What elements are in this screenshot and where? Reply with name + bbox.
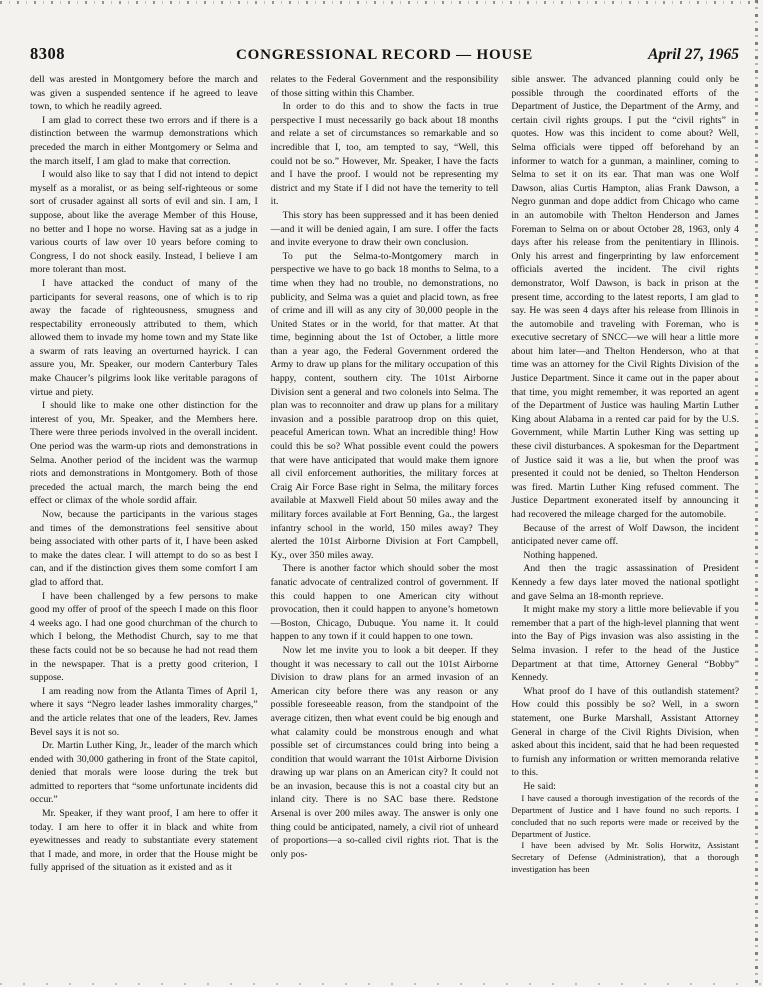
paragraph: I should like to make one other distinction for the interest of you, Mr. Speaker, and the Members here. There were three periods involved in the overall incident. One period was the warm-up riots and demonstrations in Selma. Another period of the incident was the warmup riots and demonstrations in Montgomery. Both of those preceded the actual march, the march being the end effect or climax of the whole sordid affair. bbox=[30, 400, 258, 507]
paragraph: I have attacked the conduct of many of the participants for several reasons, one of which is to rip away the facade of righteousness, smugness and respectability erroneously attributed to them, which allowed them to invade my home town and my State like a swarm of rats leaving an overturned hayrick. I can assure you, Mr. Speaker, our modern Canterbury Tales make Chaucer’s pilgrims look like veritable paragons of virtue and piety. bbox=[30, 277, 258, 398]
paragraph: I would also like to say that I did not intend to depict myself as a moralist, or as being self-righteous or some sort of crusader against all sorts of evil and sin. I am, I suppose, about like the average Member of this House, no better and I hope no worse. Having sat as a judge in various courts of law over 10 years before coming to Congress, I do not shock easily. Instead, I believe I am more tolerant than most. bbox=[30, 169, 258, 276]
paragraph: Now let me invite you to look a bit deeper. If they thought it was necessary to call out the 101st Airborne Division to draw plans for an armed invasion of an American city before there was any reason or any possible foreseeable reason, from the standpoint of the average citizen, then what event could be big enough and what calamity could be monstrous enough and what possible set of circumstances could bring into being a condition that would warrant the 101st Airborne Division drawing up war plans on an American city? It could not be an invasion, because this is not a coastal city but an inland city. There is no SAC base there. Redstone Arsenal is over 200 miles away. The answer is only one thing could be anticipated, namely, a civil riot of unheard of proportions—a so-called civil rights riot. That is the only pos- bbox=[270, 644, 499, 860]
blockquote-paragraph: I have caused a thorough investigation of the records of the Department of Justice and I have found no such reports. I concluded that no such reports were made or received by the Department of Justice. bbox=[511, 793, 740, 839]
paragraph: To put the Selma-to-Montgomery march in perspective we have to go back 18 months to Selma, to a time when they had no trouble, no demonstrations, no publicity, and Selma was a quiet and placid town, as free of crime and ill will as any city of 30,000 people in the United States or in the world, for that matter. At that time, beginning about the 1st of October, a little more than a year ago, the Federal Government ordered the Army to draw up plans for the military occupation of this happy, content, southern city. The 101st Airborne Division sent a general and two colonels into Selma. The plan was to reconnoiter and draw up plans for a military invasion and a possible paratroop drop on this quiet, peaceful American town. What an incredible thing! How could this be so? What possible event could the powers that were have anticipated that would make them ignore all civil enforcement authorities, the military forces at Craig Air Force Base right in Selma, the military forces available at Maxwell Field about 50 miles away and the military forces available at Fort Benning, Ga., the largest infantry school in the world, 150 miles away? They alerted the 101st Airborne Division at Fort Campbell, Ky., over 350 miles away. bbox=[270, 250, 499, 561]
paragraph: I am glad to correct these two errors and if there is a distinction between the warmup demonstrations which preceded the march in either Montgomery or Selma and the march itself, I am glad to make that correction. bbox=[30, 114, 258, 167]
page-date: April 27, 1965 bbox=[648, 46, 739, 63]
paragraph: And then the tragic assassination of President Kennedy a few days later moved the national spotlight and gave Selma an 18-month reprieve. bbox=[511, 563, 740, 602]
paragraph: It might make my story a little more believable if you remember that a part of the high-level planning that went into the Bay of Pigs invasion was also assisting in the Selma invasion. I refer to the head of the Justice Department at that time, Attorney General “Bobby” Kennedy. bbox=[511, 604, 740, 684]
paragraph: dell was arested in Montgomery before the march and was given a suspended sentence if he agreed to leave town, to which he readily agreed. bbox=[30, 74, 258, 113]
page-number: 8308 bbox=[30, 44, 65, 63]
paragraph: Mr. Speaker, if they want proof, I am here to offer it today. I am here to offer it in black and white from eyewitnesses and ready to substantiate every statement that I made, and more, in order that the House might be fully apprised of the situation as it existed and as it bbox=[30, 808, 258, 874]
paragraph: What proof do I have of this outlandish statement? How could this possibly be so? Well, in a sworn statement, one Burke Marshall, Assistant Attorney General in charge of the Civil Rights Division, when asked about this incident, said that he had been requested to furnish any information or written memoranda relative to this. bbox=[511, 685, 740, 779]
column-3 bbox=[511, 73, 739, 875]
column-2 bbox=[271, 73, 499, 875]
paragraph: I am reading now from the Atlanta Times of April 1, where it says “Negro leader lashes immorality charges,” and the article relates that one of the leaders, Rev. James Bevel says it is not so. bbox=[30, 685, 258, 738]
blockquote-paragraph: I have been advised by Mr. Solis Horwitz, Assistant Secretary of Defense (Administration), that a thorough investigation has been bbox=[511, 840, 740, 874]
page-header bbox=[30, 44, 739, 64]
scan-noise-bottom bbox=[0, 983, 763, 985]
paragraph: Dr. Martin Luther King, Jr., leader of the march which ended with 30,000 gathering in front of the State capitol, denied that morals were loose during the trek but admitted to reporters that “some unfortunate incidents did occur.” bbox=[30, 740, 258, 806]
paragraph: I have been challenged by a few persons to make good my offer of proof of the speech I made on this floor 4 weeks ago. I had one good churchman of the church to which I belong, the Methodist Church, say to me that these facts could not be so because he had not read them in the newspaper. That is a pretty good criterion, I suppose. bbox=[30, 590, 258, 684]
paragraph: There is another factor which should sober the most fanatic advocate of centralized control of government. If this could happen to one American city without provocation, then it could happen to anyone’s hometown—Boston, Chicago, Dubuque. You name it. It could happen to any town if it could happen to one town. bbox=[270, 563, 499, 643]
page-title: CONGRESSIONAL RECORD — HOUSE bbox=[235, 47, 534, 63]
paragraph: Nothing happened. bbox=[523, 549, 598, 561]
paragraph: relates to the Federal Government and the responsibility of those sitting within this Chamber. bbox=[270, 74, 499, 99]
paragraph: Now, because the participants in the various stages and times of the demonstrations feel sensitive about being associated with other parts of it, I have been asked to make the dates clear. I will attempt to do so as best I can, and if the distinction gives them some comfort I am glad to afford that. bbox=[30, 509, 258, 588]
column-1 bbox=[30, 73, 258, 875]
paragraph: This story has been suppressed and it has been denied—and it will be denied again, I am sure. I offer the facts and invite everyone to draw their own conclusion. bbox=[270, 209, 499, 249]
paragraph: He said: bbox=[523, 780, 556, 792]
paragraph: sible answer. The advanced planning could only be possible through the coordinated efforts of the Department of Justice, the Department of the Army, and certain civil rights groups. I put the “civil rights” in quotes. How was this incident to come about? Well, Selma officials were tipped off beforehand by an informer to watch for a gunman, a mainliner, coming to Selma to set it on its ear. That man was one Wolf Dawson, alias Curtis Hampton, alias Frank Dawson, a Negro gunman and dope addict from Chicago who came in an automobile with Thelton Henderson and James Foreman to Selma on or about October 28, 1963, only 4 days after his release from the penitentiary in Illinois. Only his arrest and fingerprinting by law enforcement officials averted the incident. The civil rights demonstrator, Wolf Dawson, is back in prison at the present time, according to the latest reports, I am glad to say. He was seen 4 days after his release from Illinois in the automobile and traveling with Foreman, who is executive secretary of SNCC—we will hear a little more about him later—and Thelton Henderson, who at that time was an attorney for the Civil Rights Division of the Justice Department. Since it came out in the paper about that time, you might remember, it was reported an agent of the Department of Justice was hauling Martin Luther King about Alabama in a rented car paid for by the U.S. Government, while Martin Luther King was setting up these civil disturbances. A spokesman for the Department of Justice said it was a lie, but when the proof was presented it could not be denied, so Thelton Henderson was fired. Martin Luther King refused comment. The Justice Department exonerated itself by announcing it had recovered the mileage charged for the automobile. bbox=[511, 74, 740, 520]
paragraph: In order to do this and to show the facts in true perspective I must necessarily go back about 18 months and relate a set of circumstances so remarkable and so incredible that I, too, am tempted to say, “Well, this could not be so.” However, Mr. Speaker, I have the facts and I have the proof. I would not be representing my district and my State if I did not have the temerity to tell it. bbox=[270, 101, 499, 208]
paragraph: Because of the arrest of Wolf Dawson, the incident anticipated never came off. bbox=[511, 522, 740, 548]
text-columns bbox=[30, 73, 739, 875]
